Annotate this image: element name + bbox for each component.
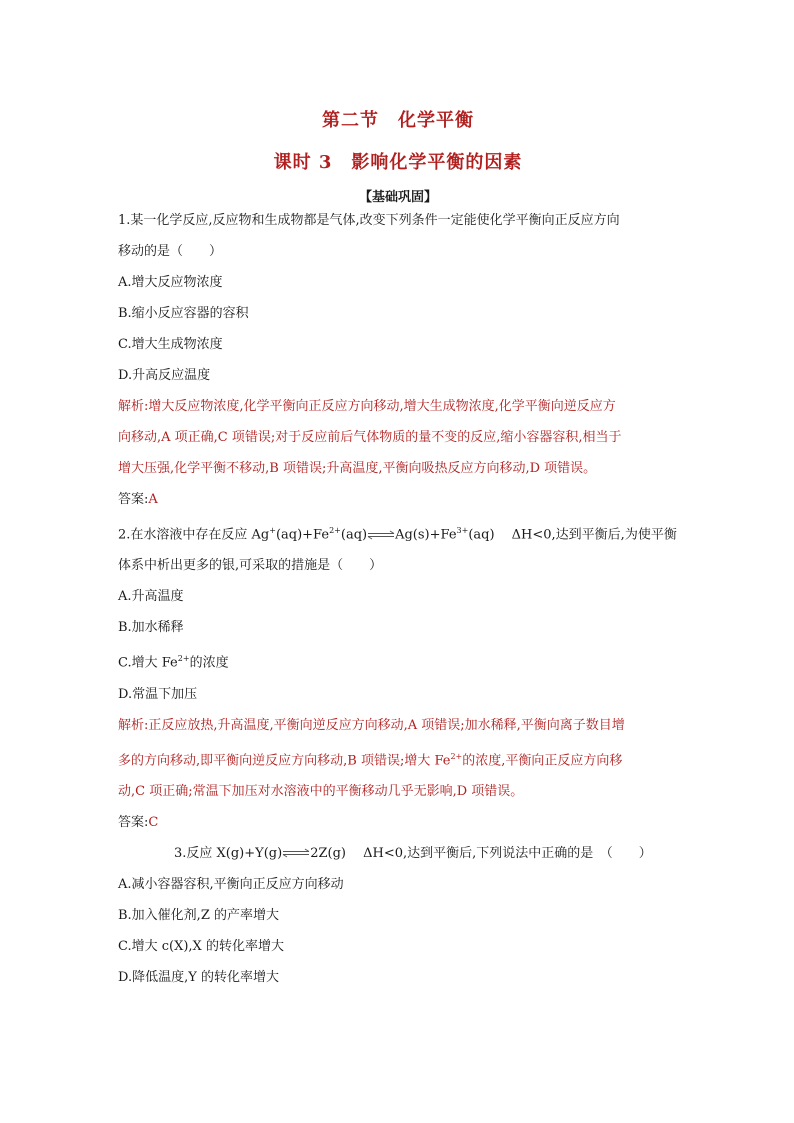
- q2-answer-label: 答案:: [118, 814, 149, 830]
- q2-option-a: A.升高温度: [118, 589, 184, 605]
- q2-option-c-post: 的浓度: [189, 655, 229, 671]
- q1-option-c: C.增大生成物浓度: [118, 337, 223, 352]
- q1-option-a: A.增大反应物浓度: [118, 275, 223, 290]
- q3-option-a: A.减小容器容积,平衡向正反应方向移动: [118, 876, 344, 892]
- q1-analysis-line1: 解析:增大反应物浓度,化学平衡向正反应方向移动,增大生成物浓度,化学平衡向逆反应方: [118, 399, 616, 414]
- q2-stem-pre: 2.在水溶液中存在反应 Ag: [118, 527, 270, 543]
- q1-analysis-line2: 向移动,A 项正确,C 项错误;对于反应前后气体物质的量不变的反应,缩小容器容积,相当于: [118, 430, 622, 445]
- lesson-title: 课时 3 影响化学平衡的因素: [273, 152, 523, 173]
- q2-option-d: D.常温下加压: [118, 686, 198, 702]
- q2-stem-line2: 体系中析出更多的银,可采取的措施是（ ）: [118, 558, 383, 574]
- q2-stem-mid3: Ag(s)+Fe: [395, 527, 457, 543]
- q3-option-d: D.降低温度,Y 的转化率增大: [118, 969, 279, 985]
- q2-option-c-pre: C.增大 Fe: [118, 655, 178, 671]
- q1-answer: A: [148, 492, 158, 507]
- sub-heading: 【基础巩固】: [358, 190, 437, 205]
- q3-stem: [118, 838, 678, 869]
- q2-answer: C: [148, 814, 159, 830]
- q2-option-c-charge: 2+: [177, 654, 190, 664]
- q2-stem-mid1: (aq)+Fe: [275, 527, 330, 543]
- q2-option-c: [118, 643, 678, 678]
- q1-option-d: D.升高反应温度: [118, 368, 211, 383]
- q2-stem-mid2: (aq): [340, 527, 368, 543]
- q3-stem-pre: 3.反应 X(g)+Y(g): [174, 845, 283, 861]
- q2-analysis-line2-post: 的浓度,平衡向正反应方向移: [462, 752, 623, 768]
- q2-answer-row: [118, 807, 678, 838]
- q2-stem-post: (aq) ΔH<0,达到平衡后,为使平衡: [468, 527, 677, 543]
- q2-analysis-line1: 解析:正反应放热,升高温度,平衡向逆反应方向移动,A 项错误;加水稀释,平衡向离子数目增: [118, 717, 625, 733]
- equilibrium-arrow-icon: [282, 848, 310, 858]
- q2-analysis-line2: [118, 741, 678, 776]
- q3-option-c: C.增大 c(X),X 的转化率增大: [118, 938, 284, 954]
- question-3: [118, 838, 678, 993]
- q2-charge-2: 2+: [329, 526, 341, 535]
- q2-charge-3: 3+: [456, 526, 469, 535]
- section-title: 第二节 化学平衡: [322, 110, 474, 131]
- q1-option-b: B.缩小反应容器的容积: [118, 306, 249, 321]
- q2-analysis-line2-pre: 多的方向移动,即平衡向逆反应方向移动,B 项错误;增大 Fe: [118, 752, 451, 768]
- q1-stem-line1: 1.某一化学反应,反应物和生成物都是气体,改变下列条件一定能使化学平衡向正反应方向: [118, 213, 620, 228]
- question-2: [118, 515, 678, 838]
- q2-option-b: B.加水稀释: [118, 620, 184, 636]
- question-1: [118, 205, 678, 515]
- q1-analysis-line3: 增大压强,化学平衡不移动,B 项错误;升高温度,平衡向吸热反应方向移动,D 项错误。: [118, 461, 597, 476]
- q2-analysis-line3: 动,C 项正确;常温下加压对水溶液中的平衡移动几乎无影响,D 项错误。: [118, 783, 524, 799]
- q2-stem-line1: [118, 515, 678, 550]
- q1-answer-label: 答案:: [118, 492, 149, 507]
- document-page: [118, 100, 678, 993]
- q3-option-b: B.加入催化剂,Z 的产率增大: [118, 907, 279, 923]
- q2-charge-1: +: [269, 526, 276, 535]
- q2-analysis-charge: 2+: [450, 751, 463, 761]
- q3-stem-post: 2Z(g) ΔH<0,达到平衡后,下列说法中正确的是 （ ）: [310, 845, 652, 861]
- equilibrium-arrow-icon: [367, 530, 395, 540]
- q1-answer-row: [118, 484, 678, 515]
- q1-stem-line2: 移动的是（ ）: [118, 244, 223, 259]
